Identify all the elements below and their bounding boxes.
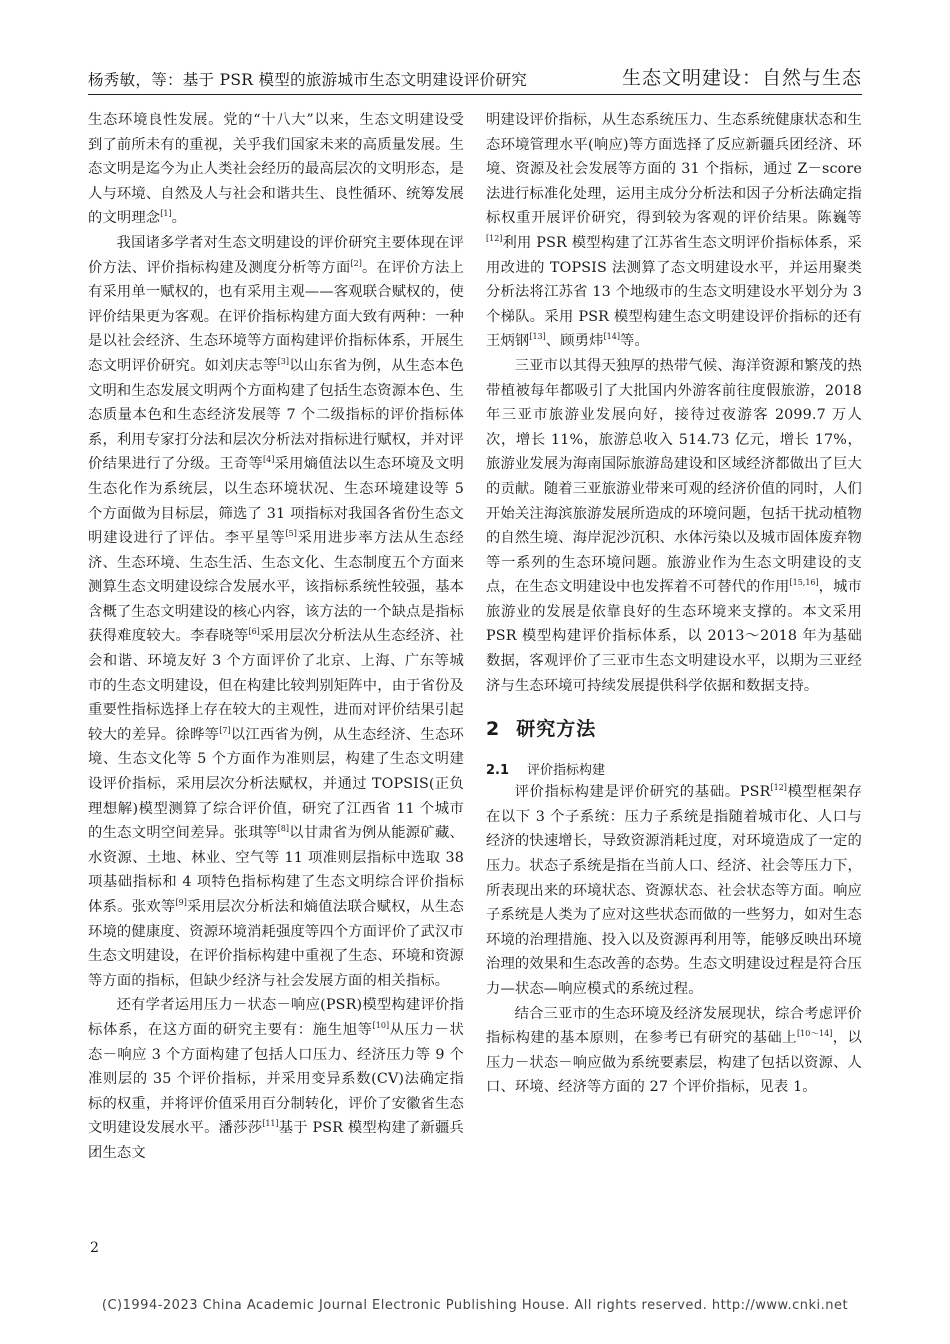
citation-ref[interactable]: [2] [350,258,362,268]
paragraph-text: ，以压力－状态－响应做为系统要素层，构建了包括以资源、人口、环境、经济等方面的 27 个评价指标，见表 1。 [486,1030,862,1096]
section-heading [486,714,862,741]
header-rule [88,94,862,95]
paragraph-text: 。 [171,210,187,227]
page-number: 2 [90,1240,99,1256]
paragraph-text: 以甘肃省为例从能源矿藏、水资源、土地、林业、空气等 11 项准则层指标中选取 38 项基础指标和 4 项特色指标构建了生态文明综合评价指标体系。张欢等 [88,825,464,915]
paragraph-text: 以山东省为例，从生态本色文明和生态发展文明两个方面构建了包括生态资源本色、生态质量本色和生态经济发展等 7 个二级指标的评价指标体系，利用专家打分法和层次分析法对指标进行赋权，并对评价结果进行了分级。王奇等 [88,357,464,473]
paragraph [486,354,862,698]
section-title: 研究方法 [516,718,597,741]
citation-ref[interactable]: [3] [277,356,289,366]
journal-section: 生态文明建设：自然与生态 [621,67,862,89]
paragraph-text: 以江西省为例，从生态经济、生态环境、生态文化等 5 个方面作为准则层，构建了生态文明建设评价指标，采用层次分析法赋权，并通过 TOPSIS(正负理想解)模型测算了综合评价值，研究了江西省 11 个城市的生态文明空间差异。张琪等 [88,726,464,842]
paragraph-text: 采用熵值法以生态环境及文明生态化作为系统层，以生态环境状况、生态环境建设等 5 个方面做为目标层，筛选了 31 项指标对我国各省份生态文明建设进行了评估。李平星等 [88,456,464,547]
citation-ref[interactable]: [4] [263,455,275,465]
paragraph-text: 评价指标构建是评价研究的基础。PSR [514,784,771,801]
copyright-footer: (C)1994-2023 China Academic Journal Electronic Publishing House. All rights reserved. http://www.cnki.net [101,1298,849,1313]
paragraph-text: 等。 [619,333,649,350]
paragraph-text: 采用进步率方法从生态经济、生态环境、生态生活、生态文化、生态制度五个方面来测算生态文明建设综合发展水平，该指标系统性较强，基本含概了生态文明建设的核心内容，该方法的一个缺点是指标获得难度较大。李春晓等 [88,530,464,645]
paragraph-text: 生态环境良性发展。党的“十八大”以来，生态文明建设受到了前所未有的重视，关乎我们国家未来的高质量发展。生态文明是迄今为止人类社会经历的最高层次的文明形态，是人与环境、自然及人与社会和谐共生、良性循环、统筹发展的文明理念 [88,112,464,227]
citation-ref[interactable]: [1] [160,209,172,219]
paragraph-text: 明建设评价指标，从生态系统压力、生态系统健康状态和生态环境管理水平(响应)等方面选择了反应新疆兵团经济、环境、资源及社会发展等方面的 31 个指标，通过 Z－score 法进行标准化处理，运用主成分分析法和因子分析法确定指标权重开展评价研究，得到较为客观的评价结果。陈巍等 [486,112,862,227]
paragraph [486,1002,862,1100]
paragraph-text: 采用层次分析法从生态经济、社会和谐、环境友好 3 个方面评价了北京、上海、广东等城市的生态文明建设，但在构建比较判别矩阵中，由于省份及重要性指标选择上存在较大的主观性，进而对评价结果引起较大的差异。徐晔等 [88,628,464,743]
paragraph-text: 、顾勇炜 [545,333,604,350]
paragraph [486,108,862,354]
paragraph [88,993,464,1165]
paragraph-text: 。在评价方法上有采用单一赋权的，也有采用主观——客观联合赋权的，使评价结果更为客观。在评价指标构建方面大致有两种：一种是以社会经济、生态环境等方面构建评价指标体系，开展生态文明评价研究。如刘庆志等 [88,259,464,374]
paragraph-text: 模型框架存在以下 3 个子系统：压力子系统是指随着城市化、人口与经济的快速增长，导致资源消耗过度，对环境造成了一定的压力。状态子系统是指在当前人口、经济、社会等压力下，所表现出来的环境状态、资源状态、社会状态等方面。响应子系统是人类为了应对这些状态而做的一些努力，如对生态环境的治理措施、投入以及资源再利用等，能够反映出环境治理的效果和生态改善的态势。生态文明建设过程是符合压力—状态—响应模式的系统过程。 [486,784,862,997]
citation-ref[interactable]: [10～14] [797,1029,833,1039]
citation-ref[interactable]: [7] [219,725,231,735]
paragraph-text: ，城市旅游业的发展是依靠良好的生态环境来支撑的。本文采用 PSR 模型构建评价指标体系，以 2013～2018 年为基础数据，客观评价了三亚市生态文明建设水平，以期为三亚经济与生态环境可持续发展提供科学依据和数据支持。 [486,579,862,694]
paragraph [486,780,862,1001]
citation-ref[interactable]: [11] [262,1119,279,1129]
paragraph-text: 三亚市以其得天独厚的热带气候、海洋资源和繁茂的热带植被每年都吸引了大批国内外游客前往度假旅游，2018 年三亚市旅游业发展向好，接待过夜游客 2099.7 万人次，增长 11%，旅游总收入 514.73 亿元，增长 17%，旅游业发展为海南国际旅游岛建设和区域经济都做出了巨大的贡献。随着三亚旅游业带来可观的经济价值的同时，人们开始关注海滨旅游发展所造成的环境问题，包括干扰动植物的自然生境、海岸泥沙沉积、水体污染以及城市固体废弃物等一系列的生态环境问题。旅游业作为生态文明建设的支点，在生态文明建设中也发挥着不可替代的作用 [486,357,862,596]
citation-ref[interactable]: [8] [277,824,289,834]
left-column [88,108,464,1166]
citation-ref[interactable]: [5] [285,529,297,539]
paragraph-text: 利用 PSR 模型构建了江苏省生态文明评价指标体系，采用改进的 TOPSIS 法测算了态文明建设水平，并运用聚类分析法将江苏省 13 个地级市的生态文明建设水平划分为 3 个梯队。采用 PSR 模型构建生态文明建设评价指标的还有王炳钢 [486,234,862,350]
citation-ref[interactable]: [12] [486,233,503,243]
citation-ref[interactable]: [10] [372,1020,390,1030]
paragraph-text: 基于 PSR 模型构建了新疆兵团生态文 [88,1120,464,1161]
paragraph-text: 还有学者运用压力－状态－响应(PSR)模型构建评价指标体系，在这方面的研究主要有：施生旭等 [88,997,464,1038]
section-number: 2 [486,718,501,741]
paragraph-text: 采用层次分析法和熵值法联合赋权，从生态环境的健康度、资源环境消耗强度等四个方面评价了武汉市生态文明建设，在评价指标构建中重视了生态、环境和资源等方面的指标，但缺少经济与社会发展方面的相关指标。 [88,899,464,989]
paragraph [88,108,464,231]
paragraph [88,231,464,993]
citation-ref[interactable]: [14] [603,332,620,342]
citation-ref[interactable]: [15,16] [789,578,819,588]
running-title: 杨秀敏，等：基于 PSR 模型的旅游城市生态文明建设评价研究 [88,71,528,89]
right-column [486,108,862,1100]
running-header [88,60,862,90]
paragraph-text: 我国诸多学者对生态文明建设的评价研究主要体现在评价方法、评价指标构建及测度分析等方面 [88,234,464,276]
paragraph-text: 从压力－状态－响应 3 个方面构建了包括人口压力、经济压力等 9 个准则层的 35 个评价指标，并采用变异系数(CV)法确定指标的权重，并将评价值采用百分制转化，评价了安徽省生态文明建设发展水平。潘莎莎 [88,1021,465,1137]
subsection-title: 评价指标构建 [527,763,606,779]
citation-ref[interactable]: [6] [248,627,260,637]
citation-ref[interactable]: [13] [529,332,546,342]
paragraph-text: 结合三亚市的生态环境及经济发展现状，综合考虑评价指标构建的基本原则，在参考已有研究的基础上 [486,1005,862,1047]
citation-ref[interactable]: [12] [770,783,787,793]
citation-ref[interactable]: [9] [175,898,187,907]
subsection-heading [486,759,862,778]
subsection-number: 2.1 [486,763,510,779]
